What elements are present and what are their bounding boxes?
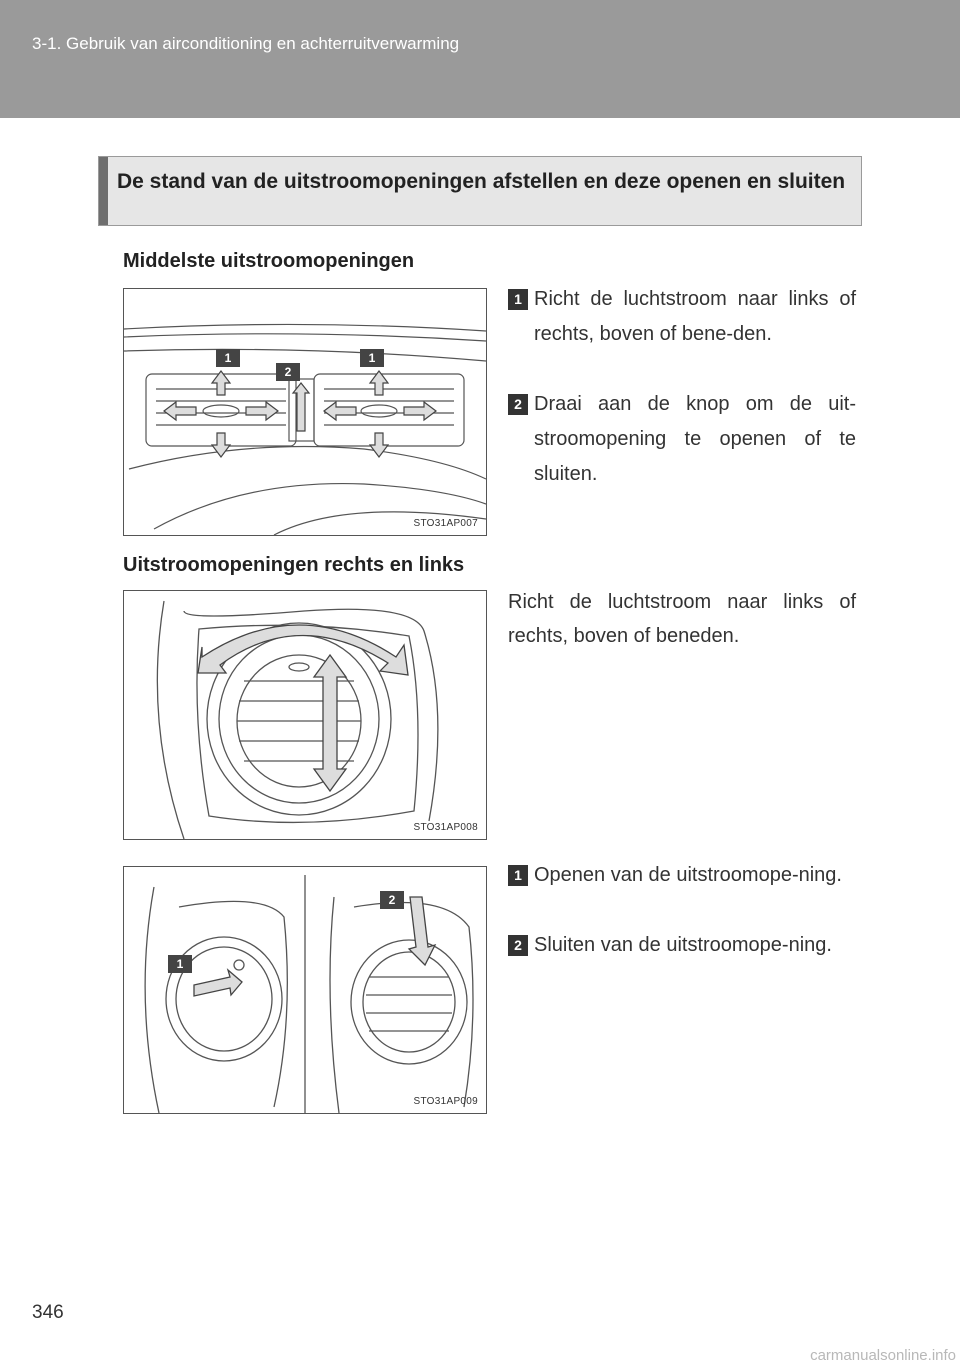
figure-marker-1: 1 [216, 349, 240, 367]
side-vents-illustration [124, 591, 486, 839]
open-close-item-1-text: Openen van de uitstroomope-ning. [534, 864, 842, 886]
open-close-illustration [124, 867, 486, 1113]
side-vents-text: Richt de luchtstroom naar links of rechts, boven of beneden. [508, 591, 856, 647]
section-heading-bar [99, 157, 108, 225]
section-title: De stand van de uitstroomopeningen afstellen en deze openen en sluiten [117, 170, 846, 193]
step-1-badge: 1 [508, 289, 528, 310]
figure-code: STO31AP007 [413, 518, 478, 529]
figure-marker-2: 2 [380, 891, 404, 909]
page-header [0, 0, 960, 118]
watermark[interactable]: carmanualsonline.info [810, 1347, 956, 1364]
open-close-item-2 [508, 928, 856, 963]
center-vents-item-2-text: Draai aan de knop om de uit-stroomopening te openen of te sluiten. [534, 393, 856, 485]
step-2-badge: 2 [508, 935, 528, 956]
step-1-badge: 1 [508, 865, 528, 886]
figure-marker-1: 1 [168, 955, 192, 973]
page-number: 346 [32, 1302, 64, 1323]
open-close-figure [123, 866, 487, 1114]
figure-code: STO31AP008 [413, 822, 478, 833]
open-close-item-1 [508, 858, 856, 893]
center-vents-item-1 [508, 282, 856, 352]
figure-code: STO31AP009 [413, 1096, 478, 1107]
center-vents-item-2 [508, 387, 856, 492]
side-vents-heading: Uitstroomopeningen rechts en links [123, 554, 465, 576]
step-2-badge: 2 [508, 394, 528, 415]
center-vents-figure [123, 288, 487, 536]
side-vents-figure [123, 590, 487, 840]
open-close-item-2-text: Sluiten van de uitstroomope-ning. [534, 934, 832, 956]
center-vents-item-1-text: Richt de luchtstroom naar links of rechts, boven of bene-den. [534, 288, 856, 345]
figure-marker-2: 2 [276, 363, 300, 381]
section-heading-box [98, 156, 862, 226]
chapter-title: 3-1. Gebruik van airconditioning en achterruitverwarming [32, 34, 460, 53]
center-vents-heading: Middelste uitstroomopeningen [123, 250, 415, 272]
center-vents-illustration [124, 289, 486, 535]
figure-marker-1: 1 [360, 349, 384, 367]
